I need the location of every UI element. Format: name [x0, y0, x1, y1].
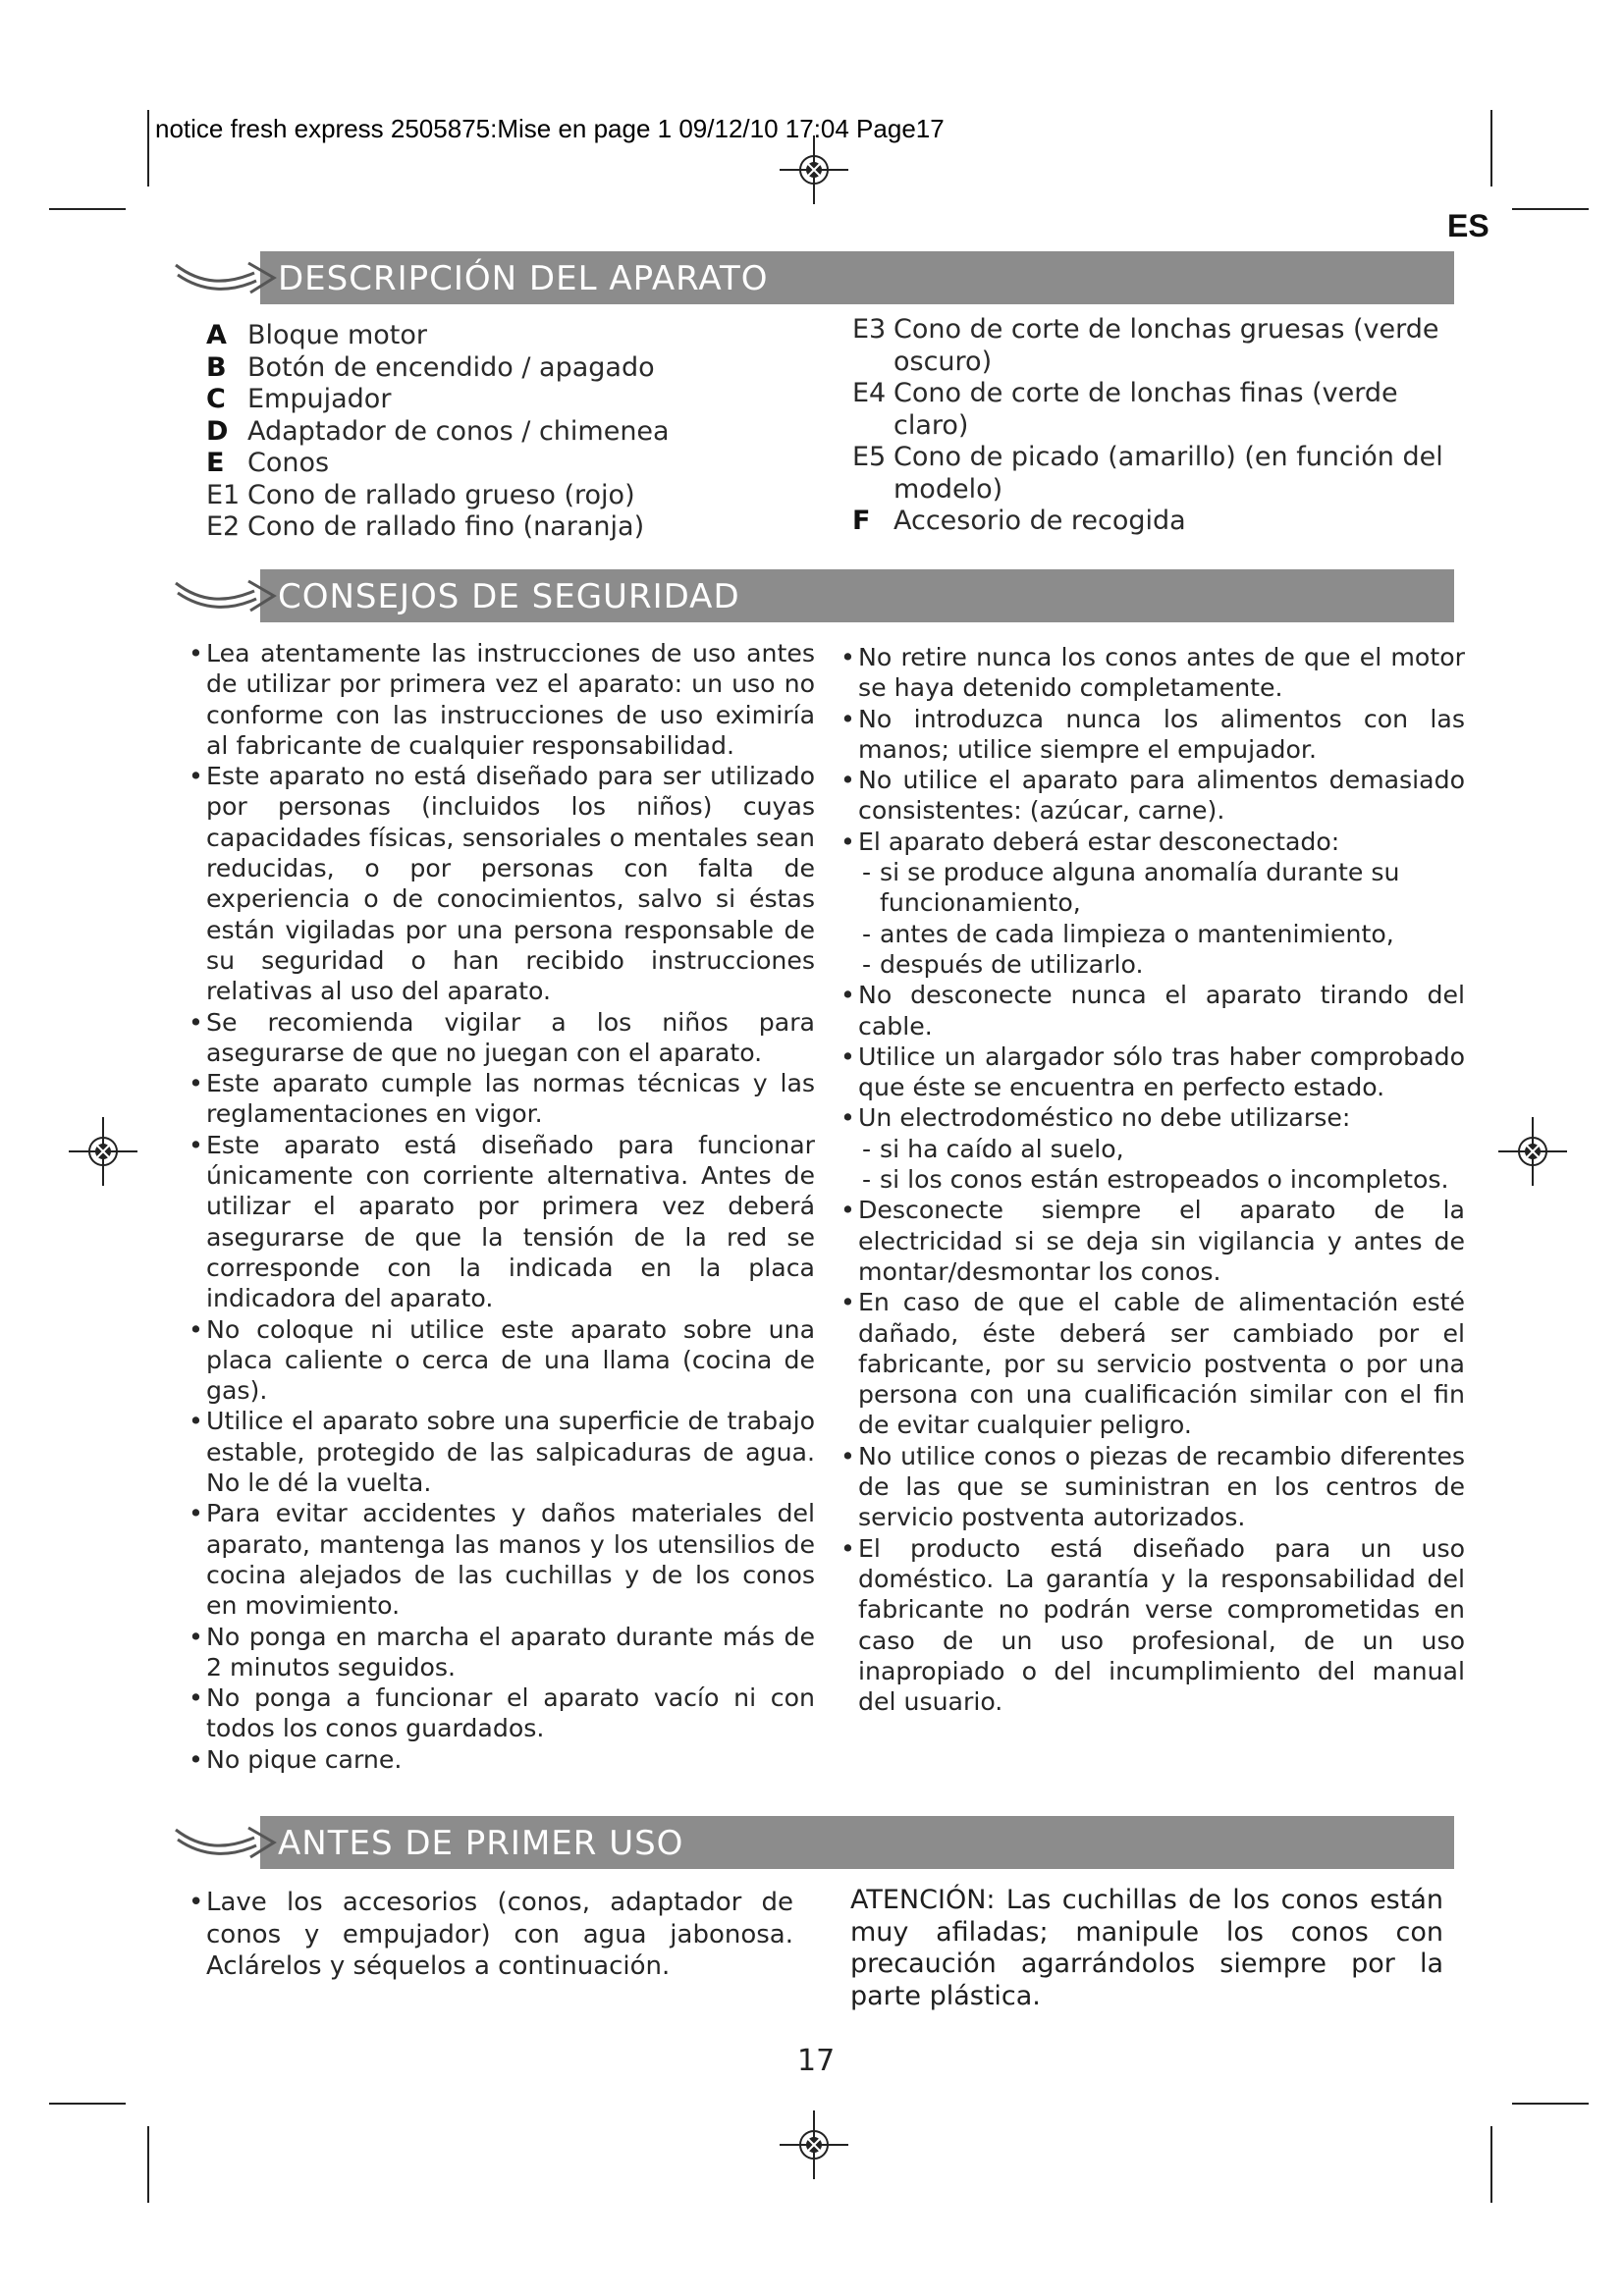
part-name: Adaptador de conos / chimenea: [247, 415, 670, 447]
sub-item: - si los conos están estropeados o incompletos.: [840, 1164, 1465, 1195]
crop-mark: [147, 2126, 149, 2203]
safety-text: No retire nunca los conos antes de que el motor se haya detenido completamente.: [858, 643, 1465, 703]
first-use-list: [189, 1887, 793, 1983]
safety-text: No utilice conos o piezas de recambio diferentes de las que se suministran en los centros de servicio postventa autorizados.: [858, 1441, 1465, 1532]
list-item: • El producto está diseñado para un uso doméstico. La garantía y la responsabilidad del fabricante no podrán verse comprometidas en caso de un uso profesional, de un uso inapropiado o del incumplimiento del manual del usuario.: [840, 1533, 1465, 1717]
section-title: ANTES DE PRIMER USO: [278, 1824, 684, 1863]
section-title: DESCRIPCIÓN DEL APARATO: [278, 259, 769, 298]
list-item: • Este aparato cumple las normas técnicas y las reglamentaciones en vigor.: [189, 1069, 815, 1129]
safety-text: Se recomienda vigilar a los niños para asegurarse de que no juegan con el aparato.: [206, 1007, 815, 1067]
list-item: [206, 384, 756, 416]
safety-text: No ponga en marcha el aparato durante más de 2 minutos seguidos.: [206, 1622, 815, 1682]
part-name: Botón de encendido / apagado: [247, 351, 655, 383]
language-code: ES: [1447, 208, 1489, 243]
part-letter: E3: [852, 314, 887, 345]
list-item: [852, 378, 1451, 442]
list-item: • No desconecte nunca el aparato tirando del cable.: [840, 981, 1465, 1041]
section-banner-description: [172, 251, 1454, 304]
crop-mark: [49, 2103, 126, 2105]
section-banner-first-use: [172, 1816, 1454, 1869]
part-letter: E2: [206, 511, 241, 542]
safety-text: El producto está diseñado para un uso doméstico. La garantía y la responsabilidad del fabricante no podrán verse comprometidas en caso de un uso profesional, de un uso inapropiado o del incumplimiento del manual del usuario.: [858, 1533, 1465, 1717]
safety-text: Este aparato está diseñado para funcionar únicamente con corriente alternativa. Antes de utilizar el aparato por primera vez deberá asegurarse de que la tensión de la red se corresponde con la indicada en la placa indicadora del aparato.: [206, 1130, 815, 1313]
safety-text: Este aparato no está diseñado para ser utilizado por personas (incluidos los niños) cuyas capacidades físicas, sensoriales o mentales sean reducidas, o por personas con falta de experiencia o de conocimientos, salvo si éstas están vigiladas por una persona responsable de su seguridad o han recibido instrucciones relativas al uso del aparato.: [206, 762, 815, 1006]
list-item: • No retire nunca los conos antes de que el motor se haya detenido completamente.: [840, 643, 1465, 703]
list-item: • Lave los accesorios (conos, adaptador de conos y empujador) con agua jabonosa. Aclárelos y séquelos a continuación.: [189, 1888, 793, 1981]
list-item: • No ponga en marcha el aparato durante más de 2 minutos seguidos.: [189, 1622, 815, 1682]
arrow-icon: [172, 569, 282, 622]
safety-subtext: antes de cada limpieza o mantenimiento,: [880, 919, 1394, 948]
safety-subtext: si se produce alguna anomalía durante su funcionamiento,: [880, 858, 1400, 918]
sub-item: - si ha caído al suelo,: [840, 1134, 1465, 1164]
part-name: Cono de rallado grueso (rojo): [247, 479, 635, 510]
safety-text: No utilice el aparato para alimentos demasiado consistentes: (azúcar, carne).: [858, 766, 1465, 826]
sub-item: - si se produce alguna anomalía durante su funcionamiento,: [840, 857, 1465, 919]
safety-text: No pique carne.: [206, 1744, 403, 1774]
list-item: [206, 352, 756, 385]
safety-text: Utilice un alargador sólo tras haber comprobado que éste se encuentra en perfecto estado.: [858, 1041, 1465, 1102]
safety-text: Lea atentamente las instrucciones de uso antes de utilizar por primera vez el aparato: un uso no conforme con las instrucciones de uso eximiría al fabricante de cualquier responsabilidad.: [206, 639, 815, 760]
part-name: Bloque motor: [247, 320, 428, 350]
part-letter: D: [206, 415, 229, 447]
part-name: Cono de corte de lonchas gruesas (verde oscuro): [893, 314, 1439, 377]
list-item: [206, 320, 756, 352]
list-item: • No pique carne.: [189, 1744, 815, 1775]
safety-text: El aparato deberá estar desconectado:: [858, 827, 1340, 856]
section-title: CONSEJOS DE SEGURIDAD: [278, 577, 740, 616]
part-letter: C: [206, 384, 226, 414]
list-item: • Desconecte siempre el aparato de la electricidad si se deja sin vigilancia y antes de montar/desmontar los conos.: [840, 1196, 1465, 1286]
sub-item: - después de utilizarlo.: [840, 949, 1465, 980]
list-item: [206, 448, 756, 480]
part-name: Accesorio de recogida: [893, 506, 1186, 536]
first-use-text: Lave los accesorios (conos, adaptador de conos y empujador) con agua jabonosa. Aclárelos y séquelos a continuación.: [206, 1888, 793, 1981]
crop-mark: [49, 208, 126, 210]
safety-text: No desconecte nunca el aparato tirando del cable.: [858, 981, 1465, 1041]
sub-item: - antes de cada limpieza o mantenimiento,: [840, 919, 1465, 949]
list-item: • Utilice el aparato sobre una superficie de trabajo estable, protegido de las salpicaduras de agua. No le dé la vuelta.: [189, 1407, 815, 1498]
parts-list-right: [852, 314, 1451, 538]
registration-mark-icon: [69, 1117, 137, 1186]
registration-mark-icon: [780, 135, 848, 204]
list-item: [852, 314, 1451, 378]
part-name: Empujador: [247, 384, 392, 414]
list-item: • No ponga a funcionar el aparato vacío ni con todos los conos guardados.: [189, 1683, 815, 1743]
crop-mark: [1490, 110, 1492, 187]
section-banner-safety: [172, 569, 1454, 622]
arrow-icon: [172, 251, 282, 304]
crop-mark: [1512, 208, 1589, 210]
list-item: • Este aparato no está diseñado para ser utilizado por personas (incluidos los niños) cuyas capacidades físicas, sensoriales o mentales sean reducidas, o por personas con falta de experiencia o de conocimientos, salvo si éstas están vigiladas por una persona responsable de su seguridad o han recibido instrucciones relativas al uso del aparato.: [189, 762, 815, 1006]
safety-subtext: si los conos están estropeados o incompletos.: [880, 1165, 1449, 1195]
list-item: [206, 511, 756, 544]
safety-text: No coloque ni utilice este aparato sobre una placa caliente o cerca de una llama (cocina de gas).: [206, 1314, 815, 1406]
safety-text: Un electrodoméstico no debe utilizarse:: [858, 1103, 1351, 1133]
list-item: [852, 506, 1451, 538]
list-item: • Lea atentamente las instrucciones de uso antes de utilizar por primera vez el aparato: un uso no conforme con las instrucciones de uso eximiría al fabricante de cualquier responsabilidad.: [189, 639, 815, 760]
list-item: • Utilice un alargador sólo tras haber comprobado que éste se encuentra en perfecto estado.: [840, 1041, 1465, 1102]
part-name: Cono de corte de lonchas finas (verde claro): [893, 378, 1398, 441]
safety-subtext: después de utilizarlo.: [880, 949, 1144, 979]
part-letter: B: [206, 351, 227, 383]
list-item: • El aparato deberá estar desconectado:: [840, 827, 1465, 857]
warning-text: ATENCIÓN: Las cuchillas de los conos están muy afiladas; manipule los conos con precaución agarrándolos siempre por la parte plástica.: [850, 1885, 1443, 2011]
registration-mark-icon: [1498, 1117, 1567, 1186]
part-name: Cono de picado (amarillo) (en función del modelo): [893, 442, 1443, 505]
list-item: • No utilice conos o piezas de recambio diferentes de las que se suministran en los centros de servicio postventa autorizados.: [840, 1441, 1465, 1532]
crop-mark: [1490, 2126, 1492, 2203]
safety-text: En caso de que el cable de alimentación esté dañado, éste deberá ser cambiado por el fabricante, por su servicio postventa o por una persona con una cualificación similar con el fin de evitar cualquier peligro.: [858, 1288, 1465, 1440]
safety-text: No ponga a funcionar el aparato vacío ni con todos los conos guardados.: [206, 1683, 815, 1743]
part-letter: A: [206, 320, 227, 350]
part-letter: E1: [206, 479, 241, 510]
list-item: • No coloque ni utilice este aparato sobre una placa caliente o cerca de una llama (cocina de gas).: [189, 1314, 815, 1406]
list-item: • Este aparato está diseñado para funcionar únicamente con corriente alternativa. Antes de utilizar el aparato por primera vez deberá asegurarse de que la tensión de la red se corresponde con la indicada en la placa indicadora del aparato.: [189, 1130, 815, 1313]
safety-list-right: [840, 642, 1465, 1717]
crop-mark: [1512, 2103, 1589, 2105]
registration-mark-icon: [780, 2110, 848, 2179]
list-item: • Se recomienda vigilar a los niños para asegurarse de que no juegan con el aparato.: [189, 1007, 815, 1067]
safety-text: Para evitar accidentes y daños materiales del aparato, mantenga las manos y los utensilios de cocina alejados de las cuchillas y de los conos en movimiento.: [206, 1499, 815, 1621]
part-letter: E5: [852, 442, 887, 472]
part-letter: F: [852, 506, 871, 536]
safety-subtext: si ha caído al suelo,: [880, 1134, 1124, 1163]
part-letter: E: [206, 448, 225, 478]
safety-list-left: [189, 638, 815, 1775]
list-item: • No utilice el aparato para alimentos demasiado consistentes: (azúcar, carne).: [840, 766, 1465, 826]
part-name: Conos: [247, 448, 330, 478]
list-item: [206, 416, 756, 449]
list-item: • No introduzca nunca los alimentos con las manos; utilice siempre el empujador.: [840, 704, 1465, 764]
list-item: • Un electrodoméstico no debe utilizarse:: [840, 1102, 1465, 1133]
safety-text: No introduzca nunca los alimentos con las manos; utilice siempre el empujador.: [858, 704, 1465, 764]
list-item: [206, 480, 756, 512]
safety-text: Utilice el aparato sobre una superficie de trabajo estable, protegido de las salpicaduras de agua. No le dé la vuelta.: [206, 1407, 815, 1498]
page-number: 17: [797, 2044, 836, 2078]
print-header: notice fresh express 2505875:Mise en page 1 09/12/10 17:04 Page17: [155, 114, 945, 143]
arrow-icon: [172, 1816, 282, 1869]
part-name: Cono de rallado fino (naranja): [247, 511, 645, 542]
part-letter: E4: [852, 378, 887, 408]
list-item: [852, 442, 1451, 506]
safety-text: Desconecte siempre el aparato de la electricidad si se deja sin vigilancia y antes de montar/desmontar los conos.: [858, 1196, 1465, 1286]
safety-text: Este aparato cumple las normas técnicas y las reglamentaciones en vigor.: [206, 1069, 815, 1129]
parts-list-left: [206, 320, 756, 544]
crop-mark: [147, 110, 149, 187]
list-item: • Para evitar accidentes y daños materiales del aparato, mantenga las manos y los utensilios de cocina alejados de las cuchillas y de los conos en movimiento.: [189, 1499, 815, 1621]
list-item: • En caso de que el cable de alimentación esté dañado, éste deberá ser cambiado por el fabricante, por su servicio postventa o por una persona con una cualificación similar con el fin de evitar cualquier peligro.: [840, 1288, 1465, 1440]
